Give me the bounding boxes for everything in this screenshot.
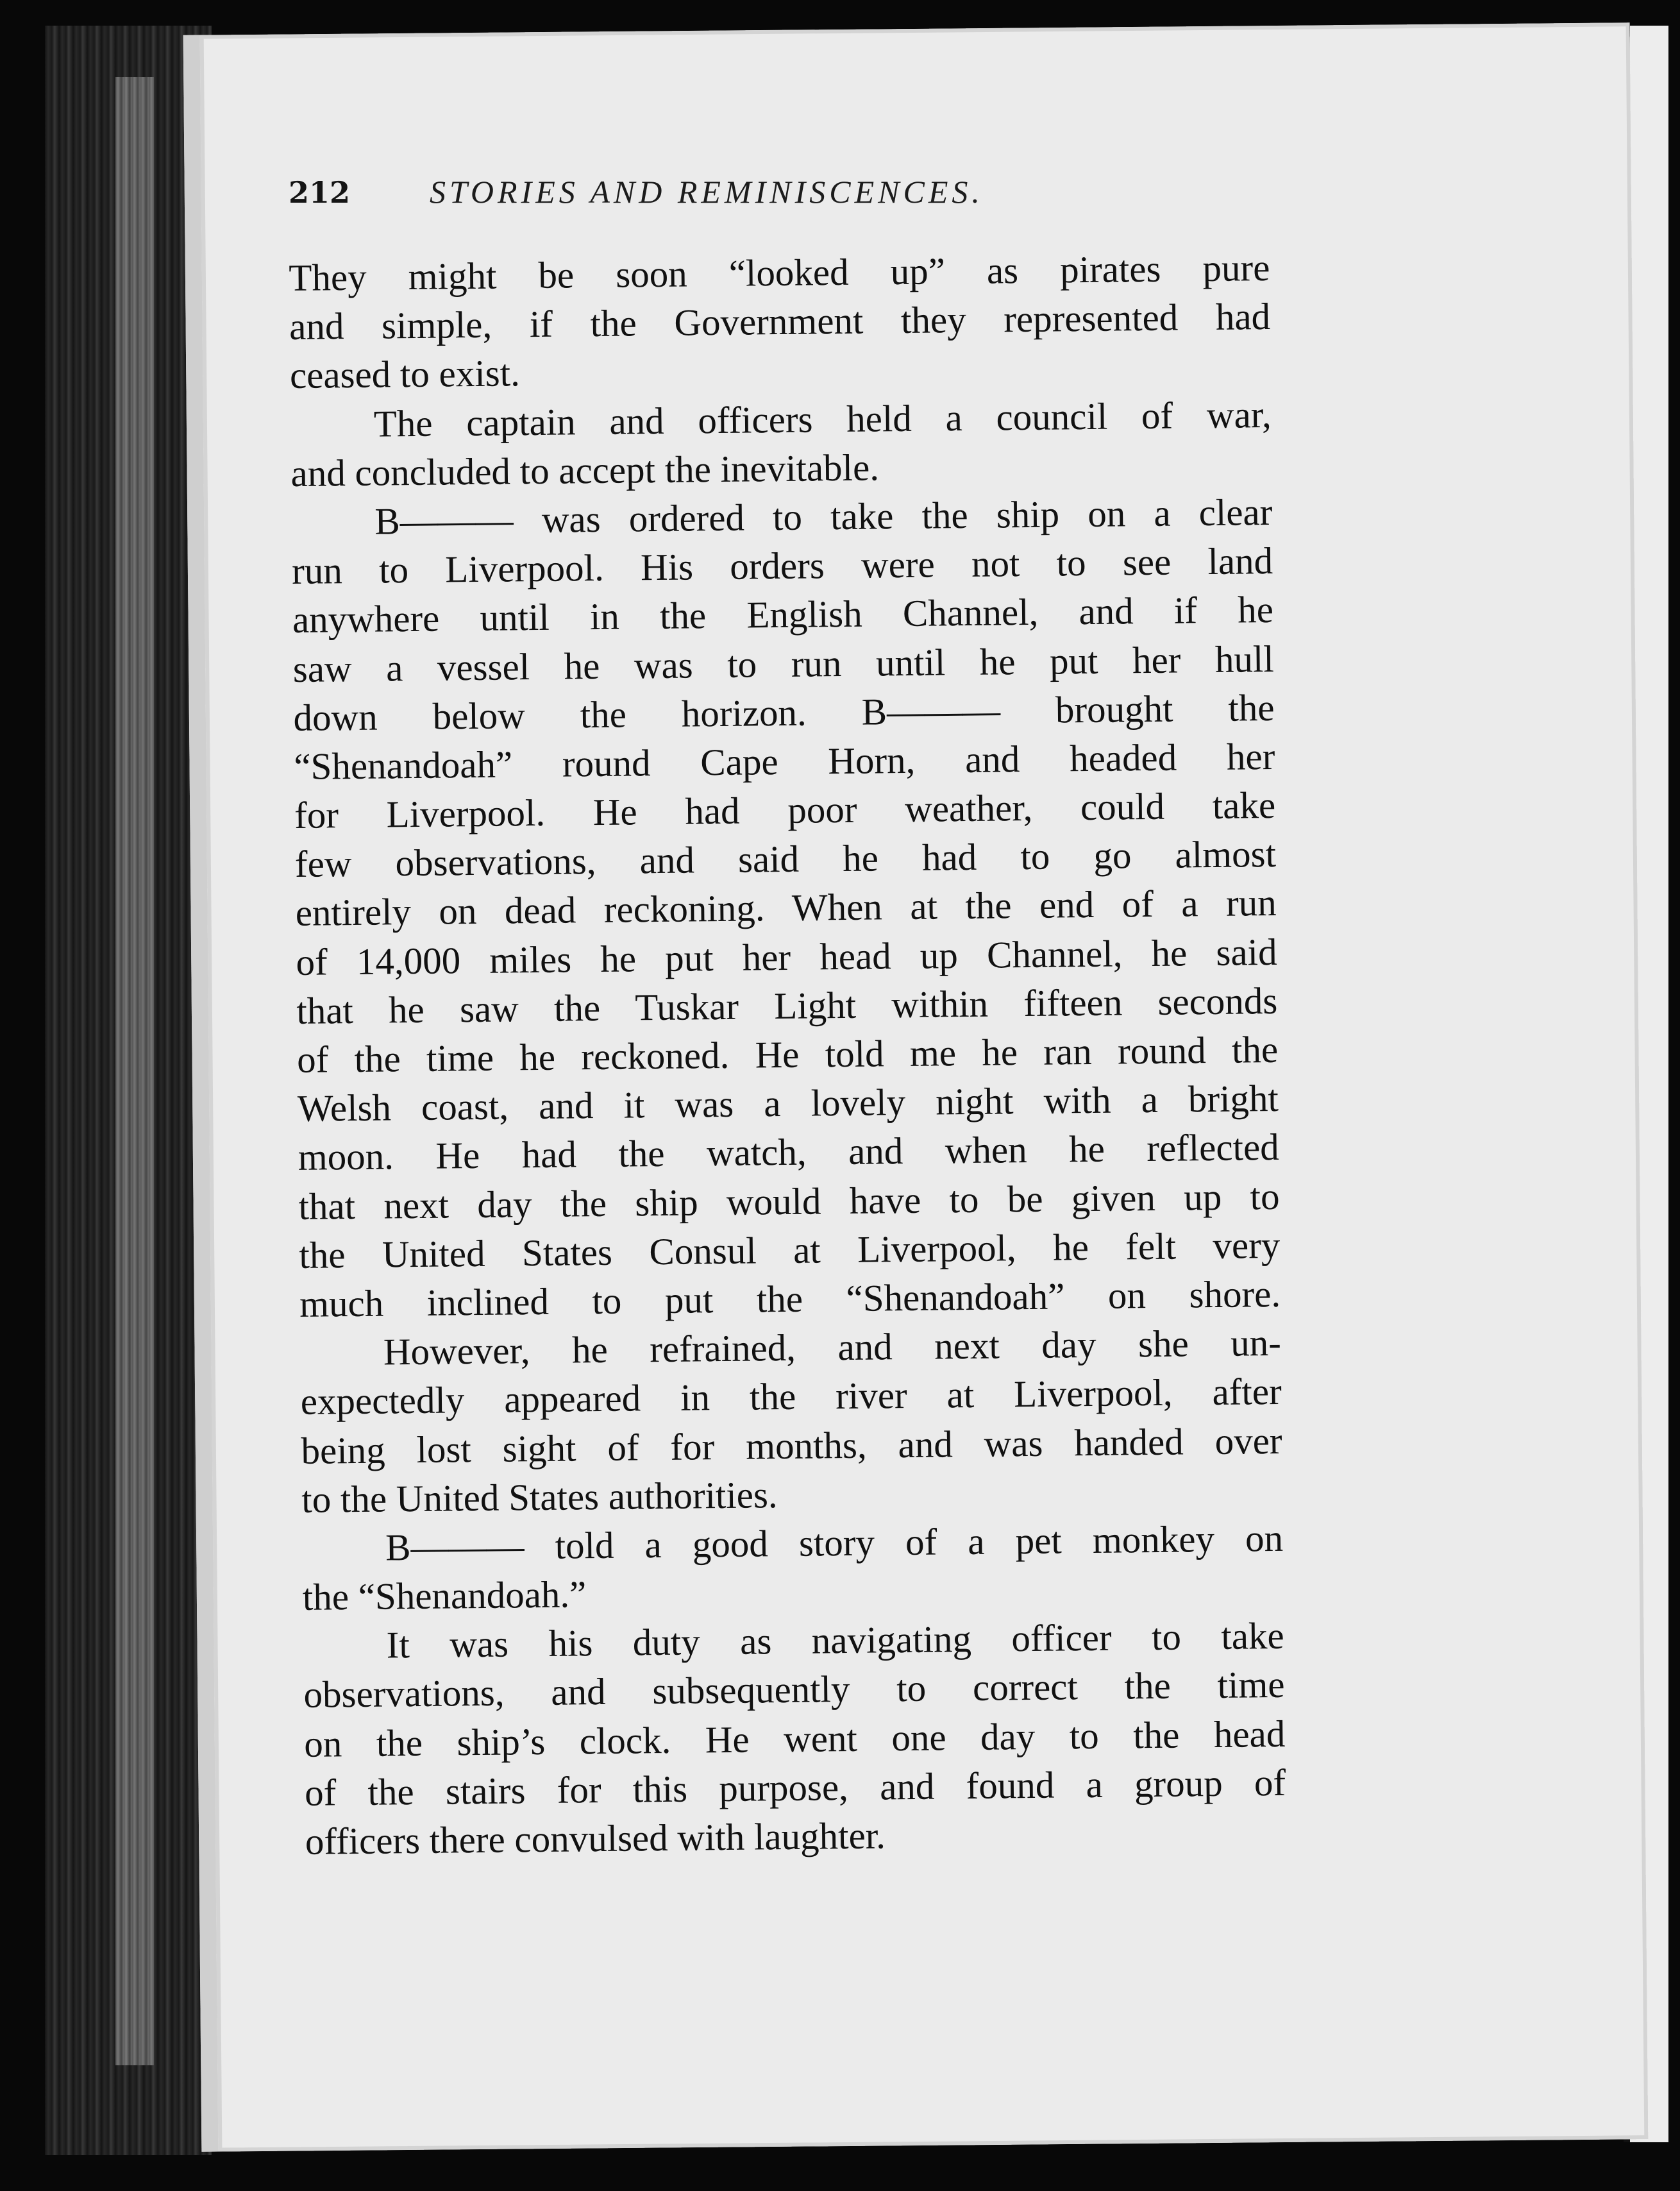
- running-head: STORIES AND REMINISCENCES.: [430, 174, 984, 210]
- text-line: entirely on dead reckoning. When at the end of a run: [295, 881, 1277, 935]
- text-line: expectedly appeared in the river at Liverpool, after: [300, 1370, 1282, 1423]
- text-line: B——— was ordered to take the ship on a clear: [374, 490, 1273, 543]
- text-line: of the time he reckoned. He told me he ran round the: [296, 1028, 1279, 1081]
- body-text: [289, 243, 1286, 1866]
- text-line: However, he refrained, and next day she un-: [383, 1321, 1282, 1373]
- text-line: down below the horizon. B——— brought the: [293, 686, 1275, 739]
- text-line: of the stairs for this purpose, and found a group of: [304, 1761, 1286, 1814]
- text-line: to the United States authorities.: [301, 1473, 778, 1521]
- text-line: observations, and subsequently to correct the time: [303, 1663, 1285, 1716]
- book-page-edges-highlight: [115, 77, 154, 2065]
- text-line: moon. He had the watch, and when he reflected: [298, 1126, 1280, 1179]
- text-line: run to Liverpool. His orders were not to see land: [291, 539, 1273, 593]
- text-line: few observations, and said he had to go almost: [294, 833, 1277, 886]
- text-line: on the ship’s clock. He went one day to the head: [303, 1712, 1286, 1765]
- text-line: officers there convulsed with laughter.: [305, 1814, 886, 1863]
- text-line: “Shenandoah” round Cape Horn, and headed her: [294, 734, 1275, 788]
- page-number: 212: [289, 175, 351, 210]
- page-header: [289, 173, 1263, 231]
- text-line: much inclined to put the “Shenandoah” on shore.: [299, 1272, 1281, 1325]
- text-line: The captain and officers held a council of war,: [373, 393, 1272, 445]
- text-line: anywhere until in the English Channel, and if he: [292, 588, 1274, 641]
- text-line: It was his duty as navigating officer to take: [386, 1614, 1284, 1666]
- text-line: being lost sight of for months, and was handed over: [301, 1419, 1282, 1472]
- text-line: that next day the ship would have to be given up to: [298, 1174, 1280, 1228]
- text-line: B——— told a good story of a pet monkey on: [385, 1516, 1284, 1569]
- text-line: saw a vessel he was to run until he put her hull: [292, 637, 1275, 690]
- text-line: the “Shenandoah.”: [302, 1573, 587, 1618]
- text-line: and concluded to accept the inevitable.: [290, 446, 880, 495]
- text-line: the United States Consul at Liverpool, he felt very: [299, 1223, 1281, 1276]
- text-line: and simple, if the Government they represented had: [289, 295, 1271, 348]
- text-line: for Liverpool. He had poor weather, could take: [294, 783, 1276, 837]
- text-line: ceased to exist.: [289, 351, 521, 397]
- text-line: of 14,000 miles he put her head up Channel, he said: [296, 930, 1277, 983]
- text-line: They might be soon “looked up” as pirates pure: [289, 246, 1270, 299]
- text-line: that he saw the Tuskar Light within fifteen seconds: [296, 979, 1278, 1032]
- text-line: Welsh coast, and it was a lovely night with a bright: [297, 1077, 1279, 1130]
